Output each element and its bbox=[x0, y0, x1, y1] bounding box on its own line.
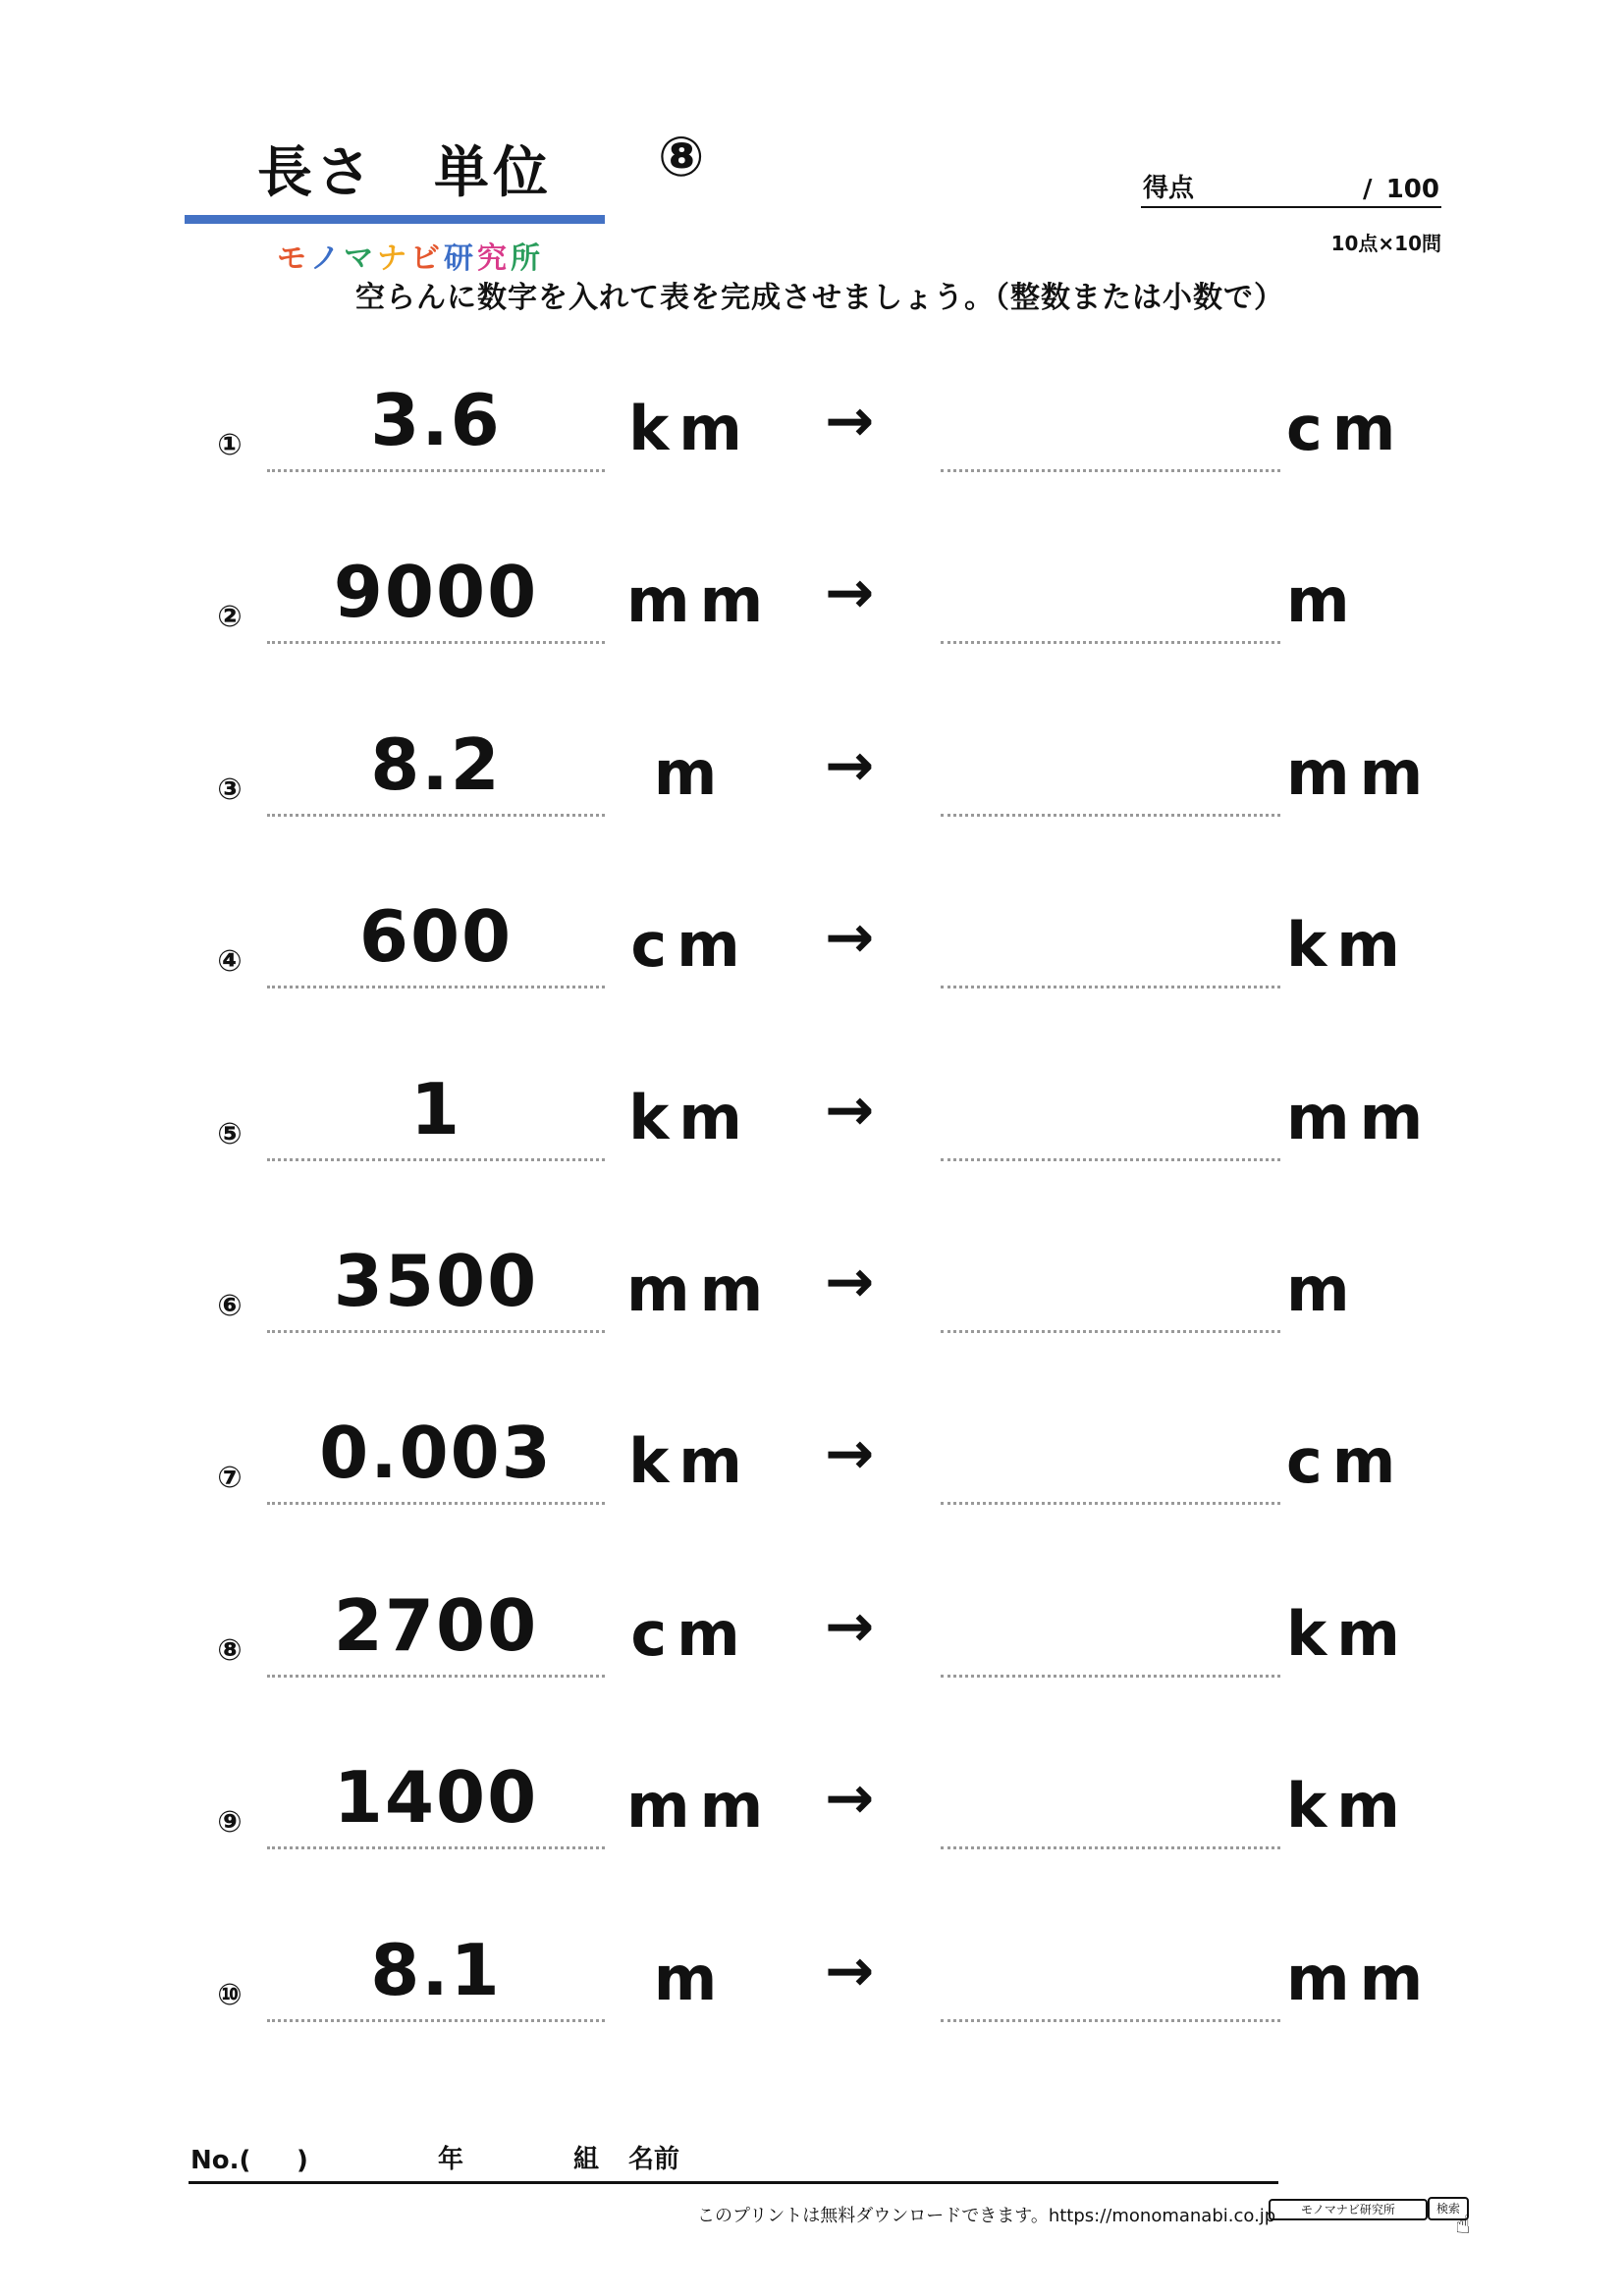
given-underline bbox=[267, 814, 605, 817]
to-unit: km bbox=[1286, 1598, 1410, 1670]
given-underline bbox=[267, 1330, 605, 1333]
given-value: 3500 bbox=[333, 1240, 539, 1322]
from-unit: mm bbox=[626, 1770, 774, 1842]
given-value: 8.2 bbox=[370, 723, 502, 806]
brand-char: マ bbox=[344, 241, 377, 276]
given-value: 9000 bbox=[333, 551, 539, 633]
arrow-icon: → bbox=[825, 1076, 875, 1145]
number-close: ) bbox=[297, 2146, 308, 2175]
given-underline bbox=[267, 1502, 605, 1505]
given-underline bbox=[267, 1158, 605, 1161]
answer-blank[interactable] bbox=[941, 469, 1280, 472]
worksheet-number: ⑧ bbox=[658, 126, 705, 189]
given-value: 600 bbox=[358, 895, 514, 978]
from-unit: m bbox=[653, 1943, 728, 2014]
given-underline bbox=[267, 986, 605, 988]
brand-logo bbox=[277, 234, 544, 277]
from-unit: m bbox=[653, 737, 728, 809]
question-number: ⑧ bbox=[217, 1633, 243, 1668]
given-value: 3.6 bbox=[370, 379, 502, 461]
score-label: 得点 bbox=[1143, 174, 1195, 203]
search-box: モノマナビ研究所 bbox=[1269, 2199, 1428, 2220]
to-unit: mm bbox=[1286, 737, 1434, 809]
from-unit: mm bbox=[626, 564, 774, 636]
to-unit: km bbox=[1286, 909, 1410, 981]
given-value: 1 bbox=[409, 1068, 462, 1150]
arrow-icon: → bbox=[825, 1592, 875, 1661]
answer-blank[interactable] bbox=[941, 641, 1280, 644]
to-unit: km bbox=[1286, 1770, 1410, 1842]
brand-char: ノ bbox=[310, 241, 344, 276]
given-value: 2700 bbox=[333, 1584, 539, 1667]
student-info-line[interactable] bbox=[189, 2138, 1278, 2184]
question-number: ① bbox=[217, 428, 243, 462]
to-unit: m bbox=[1286, 564, 1360, 636]
given-value: 1400 bbox=[333, 1756, 539, 1839]
to-unit: cm bbox=[1286, 1425, 1406, 1497]
given-underline bbox=[267, 641, 605, 644]
from-unit: cm bbox=[630, 1598, 750, 1670]
class-label: 組 bbox=[573, 2145, 600, 2174]
instruction-text: 空らんに数字を入れて表を完成させましょう。（整数または小数で） bbox=[355, 281, 1284, 315]
question-row bbox=[0, 551, 1624, 672]
arrow-icon: → bbox=[825, 731, 875, 800]
from-unit: km bbox=[628, 1425, 752, 1497]
year-label: 年 bbox=[438, 2145, 464, 2174]
page-title: 長さ 単位 bbox=[257, 141, 552, 205]
question-row bbox=[0, 1584, 1624, 1706]
title-underline bbox=[185, 215, 605, 224]
question-row bbox=[0, 723, 1624, 845]
given-underline bbox=[267, 1846, 605, 1849]
score-max: 100 bbox=[1385, 175, 1439, 204]
given-value: 8.1 bbox=[370, 1929, 502, 2011]
score-field[interactable] bbox=[1141, 173, 1441, 208]
brand-char: 研 bbox=[444, 241, 477, 276]
question-row bbox=[0, 379, 1624, 501]
from-unit: cm bbox=[630, 909, 750, 981]
answer-blank[interactable] bbox=[941, 986, 1280, 988]
question-row bbox=[0, 895, 1624, 1017]
question-row bbox=[0, 1412, 1624, 1533]
to-unit: m bbox=[1286, 1254, 1360, 1325]
brand-char: モ bbox=[277, 241, 310, 276]
question-number: ⑨ bbox=[217, 1805, 243, 1840]
points-note: 10点×10問 bbox=[1330, 232, 1441, 255]
question-number: ⑦ bbox=[217, 1461, 243, 1495]
number-label: No.( bbox=[190, 2146, 251, 2175]
given-underline bbox=[267, 2019, 605, 2022]
arrow-icon: → bbox=[825, 1248, 875, 1316]
name-label: 名前 bbox=[628, 2145, 680, 2174]
arrow-icon: → bbox=[825, 1419, 875, 1488]
from-unit: km bbox=[628, 1082, 752, 1153]
question-number: ⑥ bbox=[217, 1289, 243, 1323]
question-row bbox=[0, 1756, 1624, 1878]
brand-char: ナ bbox=[377, 241, 410, 276]
answer-blank[interactable] bbox=[941, 1675, 1280, 1678]
given-value: 0.003 bbox=[319, 1412, 553, 1494]
brand-char: 究 bbox=[477, 241, 511, 276]
question-row bbox=[0, 1240, 1624, 1362]
brand-char: 所 bbox=[511, 241, 544, 276]
arrow-icon: → bbox=[825, 559, 875, 627]
question-number: ② bbox=[217, 600, 243, 634]
brand-char: ビ bbox=[410, 241, 444, 276]
answer-blank[interactable] bbox=[941, 1158, 1280, 1161]
arrow-icon: → bbox=[825, 387, 875, 455]
arrow-icon: → bbox=[825, 903, 875, 972]
question-number: ⑤ bbox=[217, 1117, 243, 1151]
question-number: ⑩ bbox=[217, 1978, 243, 2012]
to-unit: mm bbox=[1286, 1943, 1434, 2014]
answer-blank[interactable] bbox=[941, 1846, 1280, 1849]
question-number: ④ bbox=[217, 944, 243, 979]
arrow-icon: → bbox=[825, 1764, 875, 1833]
to-unit: cm bbox=[1286, 393, 1406, 464]
to-unit: mm bbox=[1286, 1082, 1434, 1153]
hand-cursor-icon: ☝ bbox=[1455, 2211, 1471, 2240]
given-underline bbox=[267, 1675, 605, 1678]
question-row bbox=[0, 1929, 1624, 2051]
from-unit: km bbox=[628, 393, 752, 464]
given-underline bbox=[267, 469, 605, 472]
answer-blank[interactable] bbox=[941, 814, 1280, 817]
arrow-icon: → bbox=[825, 1937, 875, 2005]
score-slash: / bbox=[1363, 175, 1373, 204]
question-row bbox=[0, 1068, 1624, 1190]
answer-blank[interactable] bbox=[941, 1330, 1280, 1333]
search-button: 検索 bbox=[1428, 2197, 1469, 2220]
answer-blank[interactable] bbox=[941, 2019, 1280, 2022]
answer-blank[interactable] bbox=[941, 1502, 1280, 1505]
from-unit: mm bbox=[626, 1254, 774, 1325]
download-note: このプリントは無料ダウンロードできます。https://monomanabi.co.jp bbox=[697, 2206, 1276, 2226]
question-number: ③ bbox=[217, 773, 243, 807]
